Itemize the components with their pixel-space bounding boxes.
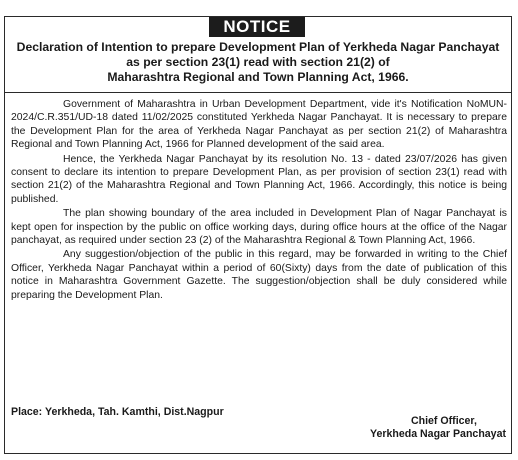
heading-divider bbox=[4, 92, 512, 93]
heading-line-2: as per section 23(1) read with section 21(2) of bbox=[126, 55, 390, 69]
notice-body bbox=[11, 98, 507, 303]
paragraph-notification: Government of Maharashtra in Urban Development Department, vide it's Notification NoMUN-2024/C.R.351/UD-18 dated 11/02/2025 constituted Yerkheda Nagar Panchayat. It is necessary to prepare the Development Plan for the area of Yerkheda Nagar Panchayat as per section 21(2) of Maharashtra Regional and Town Planning Act, 1966 for Planned development of the said area. bbox=[11, 99, 507, 151]
paragraph-resolution: Hence, the Yerkheda Nagar Panchayat by its resolution No. 13 - dated 23/07/2026 has given consent to declare its intention to prepare Development Plan, as per provision of section 23(1) read with section 21(2) of the Maharashtra Regional and Town Planning Act, 1966. Accordingly, this notice is being published. bbox=[11, 153, 507, 205]
notice-badge: NOTICE bbox=[209, 17, 305, 37]
paragraph-inspection: The plan showing boundary of the area included in Development Plan of Nagar Panchayat is kept open for inspection by the public on office working days, during office hours at the office of the Nagar panchayat, as required under section 23 (2) of the Maharashtra Regional & Town Planning Act, 1966. bbox=[11, 208, 507, 247]
paragraph-objections: Any suggestion/objection of the public in this regard, may be forwarded in writing to the Chief Officer, Yerkheda Nagar Panchayat within a period of 60(Sixty) days from the date of publication of this notice in Maharashtra Government Gazette. The suggestion/objection shall be duly considered while preparing the Development Plan. bbox=[11, 249, 507, 301]
place-line: Place: Yerkheda, Tah. Kamthi, Dist.Nagpur bbox=[11, 406, 224, 418]
signatory-title: Chief Officer, bbox=[410, 415, 477, 427]
heading-line-3: Maharashtra Regional and Town Planning Act, 1966. bbox=[107, 70, 409, 84]
signature-block bbox=[370, 415, 506, 441]
heading-line-1: Declaration of Intention to prepare Development Plan of Yerkheda Nagar Panchayat bbox=[16, 40, 500, 54]
notice-heading bbox=[6, 40, 510, 85]
signatory-office: Yerkheda Nagar Panchayat bbox=[369, 428, 506, 440]
